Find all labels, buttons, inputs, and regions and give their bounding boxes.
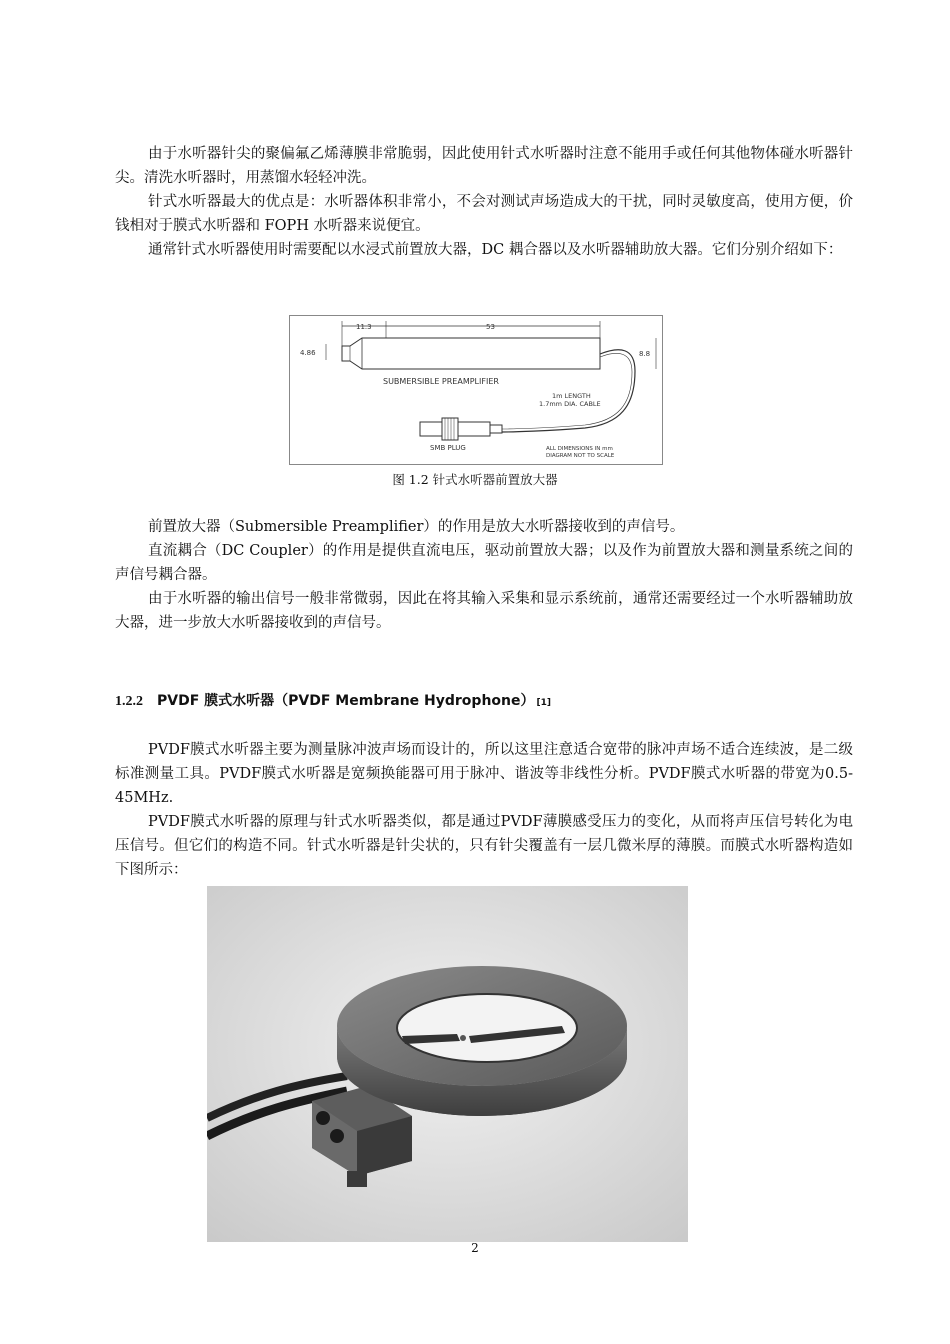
section-number: 1.2.2 [115,694,143,709]
paragraph-preamplifier: 前置放大器（Submersible Preamplifier）的作用是放大水听器接收到的声信号。 [148,519,685,535]
scale-note-label: DIAGRAM NOT TO SCALE [546,453,615,459]
paragraph-needle-accessories: 通常针式水听器使用时需要配以水浸式前置放大器，DC 耦合器以及水听器辅助放大器。它们分别介绍如下： [148,242,843,258]
paragraph-membrane-principle: PVDF膜式水听器的原理与针式水听器类似，都是通过PVDF薄膜感受压力的变化，从而将声压信号转化为电压信号。但它们的构造不同。针式水听器是针尖状的，只有针尖覆盖有一层几微米厚的薄膜。而膜式水听器构造如下图所示： [115,814,853,878]
paragraph-membrane-purpose: PVDF膜式水听器主要为测量脉冲波声场而设计的，所以这里注意适合宽带的脉冲声场不适合连续波，是二级标准测量工具。PVDF膜式水听器是宽频换能器可用于脉冲、谐波等非线性分析。PVDF膜式水听器的带宽为0.5-45MHz. [115,742,853,806]
dim-11-3-label: 11.3 [356,323,372,331]
dimensions-note-label: ALL DIMENSIONS IN mm [546,446,613,452]
page-number: 2 [471,1241,479,1255]
preamp-label: SUBMERSIBLE PREAMPLIFIER [383,377,499,386]
dim-4-86-label: 4.86 [300,349,316,357]
smb-plug-label: SMB PLUG [430,444,466,452]
paragraph-needle-advantages: 针式水听器最大的优点是：水听器体积非常小，不会对测试声场造成大的干扰，同时灵敏度高，使用方便，价钱相对于膜式水听器和 FOPH 水听器来说便宜。 [115,194,853,234]
dim-8-8-label: 8.8 [639,350,651,358]
preamplifier-diagram [289,315,663,465]
paragraph-needle-fragility: 由于水听器针尖的聚偏氟乙烯薄膜非常脆弱，因此使用针式水听器时注意不能用手或任何其他物体碰水听器针尖。清洗水听器时，用蒸馏水轻轻冲洗。 [115,146,853,186]
cable-length-label: 1m LENGTH [552,392,591,400]
paragraph-booster-amplifier: 由于水听器的输出信号一般非常微弱，因此在将其输入采集和显示系统前，通常还需要经过一个水听器辅助放大器，进一步放大水听器接收到的声信号。 [115,591,853,631]
membrane-hydrophone-photo [207,886,688,1242]
section-title: PVDF 膜式水听器（PVDF Membrane Hydrophone） [157,693,535,709]
cable-dia-label: 1.7mm DIA. CABLE [539,400,601,408]
section-heading [115,690,551,710]
figure-caption: 图 1.2 针式水听器前置放大器 [392,472,558,487]
citation-ref: [1] [536,698,551,708]
dim-53-label: 53 [486,323,495,331]
paragraph-dc-coupler: 直流耦合（DC Coupler）的作用是提供直流电压，驱动前置放大器；以及作为前置放大器和测量系统之间的声信号耦合器。 [115,543,853,583]
